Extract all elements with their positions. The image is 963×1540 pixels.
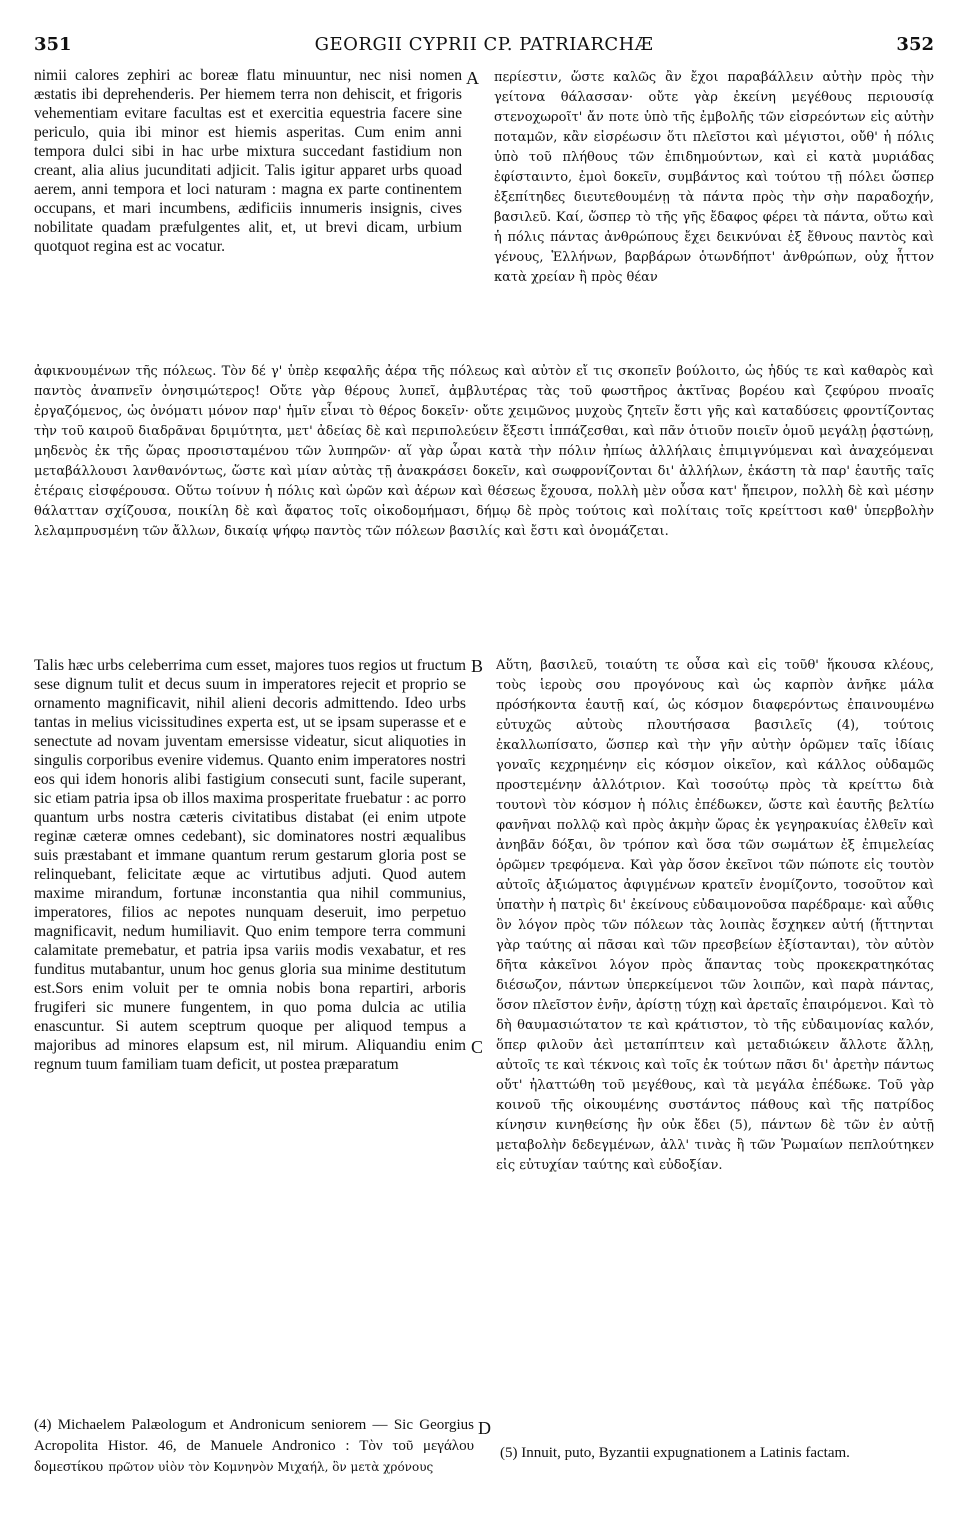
greek-column-a: περίεστιν, ὥστε καλῶς ἂν ἔχοι παραβάλλειν αὐτὴν πρὸς τὴν γείτονα θάλασσαν· οὔτε γὰρ ἐκείνη μεγέθους περιουσίᾳ στενοχωροῖτ' ἄν ποτε ὑπὸ τῆς ἐμβολῆς τῶν εἰσρεόντων εἰς αὐτὴν ποταμῶν, κἂν εἰσρέωσιν ὅτι πλεῖστοι καὶ μέγιστοι, οὔθ' ἡ πόλις ὑπὸ τοῦ πλήθους τῶν ἐπιδημούντων, καὶ εἰ κατὰ μυριάδας ἐφίσταιντο, ἐμοὶ δοκεῖν, συμβάντος καὶ τούτου τῇ πόλει ὥσπερ ἐξεπίτηδες διευτεθουμένῃ τὰ πάντα πρὸς τὴν σὴν παραδοχήν, βασιλεῦ. Καί, ὥσπερ τὸ τῆς γῆς ἔδαφος φέρει τὰ πάντα, οὕτω καὶ ἡ πόλις πάντας ἀνθρώπους ἔχει δεικνύναι ἐξ ἔθνους παντὸς καὶ γένους, Ἑλλήνων, βαρβάρων ὁτωνδήποτ' ἀνθρώπων, οὐχ ἧττον κατὰ χρείαν ἢ πρὸς θέαν	[494, 70, 934, 285]
greek-full-width-passage: ἀφικνουμένων τῆς πόλεως. Τὸν δέ γ' ὑπὲρ κεφαλῆς ἀέρα τῆς πόλεως καὶ αὐτὸν εἴ τις σκοπεῖν βούλοιτο, ὡς ἡδύς τε καὶ καθαρὸς καὶ παντὸς ἀναπνεῖν ὀνησιμώτερος! Οὔτε γὰρ θέρους λυπεῖ, ἀμβλυτέρας τὰς τοῦ φωστῆρος ἀκτῖνας βορέου καὶ ζεφύρου πνοαῖς ἐργαζόμενος, ὡς ὀνόματι μόνον παρ' ἡμῖν εἶναι τὸ θέρος δοκεῖν· οὔτε χειμῶνος μυχοὺς ζητεῖν ἔστι γῆς καὶ καταδύσεις φροντίζοντας τὴν τοῦ καιροῦ διαδρᾶναι δριμύτητα, μετ' ἀδείας δὲ καὶ περιπολεύειν ἔξεστι ἱππάζεσθαι, καὶ πᾶν ὁτιοῦν ποιεῖν ὁμοῦ μεγάλῃ ῥᾳστώνῃ, μηδενὸς ἐκ τῆς ὥρας προσισταμένου τῶν λυπηρῶν· αἵ γὰρ ὧραι κατὰ τὴν πόλιν ἠπίως ἀλλήλαις ἐπιμιγνύμεναι καὶ ἀναχεόμεναι μεταβάλλουσι λανθανόντως, ὥστε καὶ μίαν αὐτὰς τῇ ἀνακράσει δοκεῖν, καὶ σωφρονίζονται δι' ἀλλήλων, ἑκάστη τὰ παρ' ἑαυτῆς ταῖς ἑτέραις εἰσφέρουσα. Οὕτω τοίνυν ἡ πόλις καὶ ὡρῶν καὶ ἀέρων καὶ θέσεως ἔχουσα, πολλὴ μὲν οὖσα κατ' ἤπειρον, πολλὴ δὲ καὶ μέσην θάλατταν σχίζουσα, ποικίλη δὲ καὶ ἄφατος τοῖς οἰκοδομήμασι, δήμῳ δὲ πρὸς τούτοις καὶ πολίταις τοῖς κρείττοσι καθ' ὑπερβολὴν λελαμπρυσμένη τῶν ἄλλων, δικαίᾳ ψήφῳ παντὸς τῶν πόλεων βασιλίς καὶ ἔστι καὶ ὀνομάζεται.	[34, 364, 934, 539]
page-number-right: 352	[896, 34, 934, 55]
page-number-left: 351	[34, 34, 72, 55]
footnote-left	[34, 1414, 474, 1524]
section-marker-a: A	[466, 68, 479, 88]
page-header	[34, 34, 934, 62]
footnote-4-greek: πρῶτον υἱὸν τὸν Κομνηνὸν Μιχαήλ, ὃν μετὰ χρόνους	[108, 1460, 434, 1474]
latin-column-b: Talis hæc urbs celeberrima cum esset, majores tuos regios ut fructum sese dignum tulit et decus suum in imperatores rejecit et proprio se ornamento magnificavit, nihil alieni decoris admittendo. Ideo urbs tantas in melius vicissitudines experta est, ut se ipsam superasse et e senectute ad novam juventam emersisse videatur, sicut aliquoties in singulis corporibus evenire videmus. Quanto enim imperatores nostri eos qui idem honoris alibi fastigium consecuti sunt, facile superant, sic etiam patria ipsa ob illos maxima prosperitate fruebatur : ac porro quantum urbs nostra cæteris civitatibus distabat (ei enim utpote reginæ cæteræ omnes cedebant), sic dominatores nostri æqualibus suis præstabant et immane quantum rerum gestarum gloria post se relinquebant, felicitate æque ac virtutibus adjuti. Quod autem maxime mirandum, fortunæ inconstantia qua nihil communius, imperatores, filios ac nepotes nunquam deseruit, imo perpetuo magnificavit, nedum humiliavit. Quo enim tempore terra communi calamitate premebatur, et patria ipsa variis modis vexabatur, et res funditus mutabantur, unum hoc genus gloria sua minime destitutum est.Sors enim voluit per te omnia nobis bona repartiri, arboris frugiferi sic munere fungentem, in quo poma dulcia ac utilia enascuntur. Si autem sceptrum quoque per aliquod tempus a majoribus ad minores elapsum est, nil mirum. Aliquandiu enim regnum tuum familiam tuam deficit, ut postea præparatum	[34, 657, 466, 1073]
section-marker-c: C	[471, 1037, 484, 1057]
section-marker-d: D	[478, 1418, 491, 1438]
running-title: GEORGII CYPRII CP. PATRIARCHÆ	[314, 34, 654, 55]
footnote-4-latin: (4) Michaelem Palæologum et Andronicum seniorem — Sic Georgius Acropolita Histor. 46, de Manuele Andronico : Τὸν τοῦ μεγάλου δομεστίκου	[34, 1417, 474, 1475]
greek-column-b: Αὕτη, βασιλεῦ, τοιαύτη τε οὖσα καὶ εἰς τοῦθ' ἥκουσα κλέους, τοὺς ἱεροὺς σου προγόνους καὶ ὡς καρπὸν ἀνῆκε μάλα πρόσήκοντα ἑαυτῇ καί, ὡς κόσμον διαφερόντως ἐπαινουμένω εὐτυχῶς αὐτοὺς πλουτήσασα βασιλεῖς (4), τούτοις ἐκαλλωπίσατο, ὥσπερ καὶ τὴν γῆν αὐτὴν ὁρῶμεν ταῖς ἰδίαις γοναῖς κεχρημένην εἰς κόσμον οἰκεῖον, καὶ κάλλος οὐδαμῶς προστεμένην ἀλλότριον. Καὶ τοσούτῳ πρὸς τὰ κρείττω διὰ τουτονὶ τὸν κόσμον ἡ πόλις ἐπέδωκεν, ὥστε καὶ ἑαυτῆς βελτίω φανῆναι πολλῷ καὶ πρὸς ἀκμὴν ὥρας ἐκ γεγηρακυίας ἐλθεῖν καὶ ἀνηβᾶν δόξαι, ὃν τρόπον καὶ ὅσα τῶν σωμάτων ἐξ ἐπιμελείας ὁρῶμεν τρεφόμενα. Καὶ γὰρ ὅσον ἐκεῖνοι τῶν πώποτε εἰς τουτὸν αὐτοῖς ἀξιώματος ἀφιγμένων κρατεῖν ἐνομίζοντο, τοσοῦτον καὶ ὑπατὴν ἡ πατρὶς δι' ἐκείνους εὐδαιμονοῦσα παρέδραμε· καὶ αὖθις ὃν λόγον πρὸς τῶν πόλεων τὰς λοιπὰς ἔσχηκεν αὐτή (ἥττηνται γὰρ ταύτης αἱ πᾶσαι καὶ τῶν πρεσβείων ἐξίστανται), τὸν αὐτὸν δῆτα κἀκεῖνοι λόγον πρὸς ἅπαντας τοὺς προκεκρατηκότας διέσωζον, πάντων ὑπερκείμενοι τῶν λοιπῶν, καὶ παρὰ πάντας, ὅσον πλεῖστον ἐνῆν, ἀρίστῃ τύχῃ καὶ ἀρεταῖς ἐπαιρόμενοι. Καὶ τὸ δὴ θαυμασιώτατον τε καὶ κράτιστον, τὸ τῆς εὐδαιμονίας καλόν, ὅπερ φιλοῦν ἀεὶ μεταπίπτειν καὶ μεταδιώκειν ἄλλοτε ἄλλῃ, αὐτοῖς τε καὶ τέκνοις καὶ τοῖς ἐκ τούτων πᾶσι δι' ἀρετὴν πάντως οὔτ' ἠλαττώθη τοῦ μεγέθους, καὶ τὰ μεγάλα ἐπέδωκε. Τοῦ γὰρ κοινοῦ τῆς οἰκουμένης συστάντος πάθους καὶ τῆς πατρίδος κίνησιν κινηθείσης ἣν οὐκ ἔδει (5), πάντων δὲ τῶν ἐν αὐτῇ μεταβολὴν δεδεγμένων, ἀλλ' τινὰς ἢ τῶν Ῥωμαίων πεπλούτηκεν εἰς εὐτυχίαν ταύτης καὶ εὐδοξίαν.	[496, 658, 934, 1173]
latin-column-a: nimii calores zephiri ac boreæ flatu minuuntur, nec nisi nomen æstatis ibi deprehenderis. Per hiemem terra non dehiscit, et frigoris vehementiam evitare facultas est et exercitia equestria facere sine periculo, quia ibi minor est hiemis asperitas. Cum enim anni tempora dulci sibi in hac urbe mixtura succedant fastidium non creant, alia alius jucunditati adjicit. Talis igitur apparet urbs quoad aerem, anni tempora et loci naturam : magna ex parte continentem occupans, et mari incumbens, ædificiis innumeris insignis, cives nobilitate quadam præfulgentes alit, et, ut brevi dicam, urbium quotquot regina est ac vocatur.	[34, 67, 462, 255]
footnote-right: (5) Innuit, puto, Byzantii expugnationem a Latinis factam.	[500, 1445, 850, 1461]
section-marker-b: B	[471, 656, 484, 676]
